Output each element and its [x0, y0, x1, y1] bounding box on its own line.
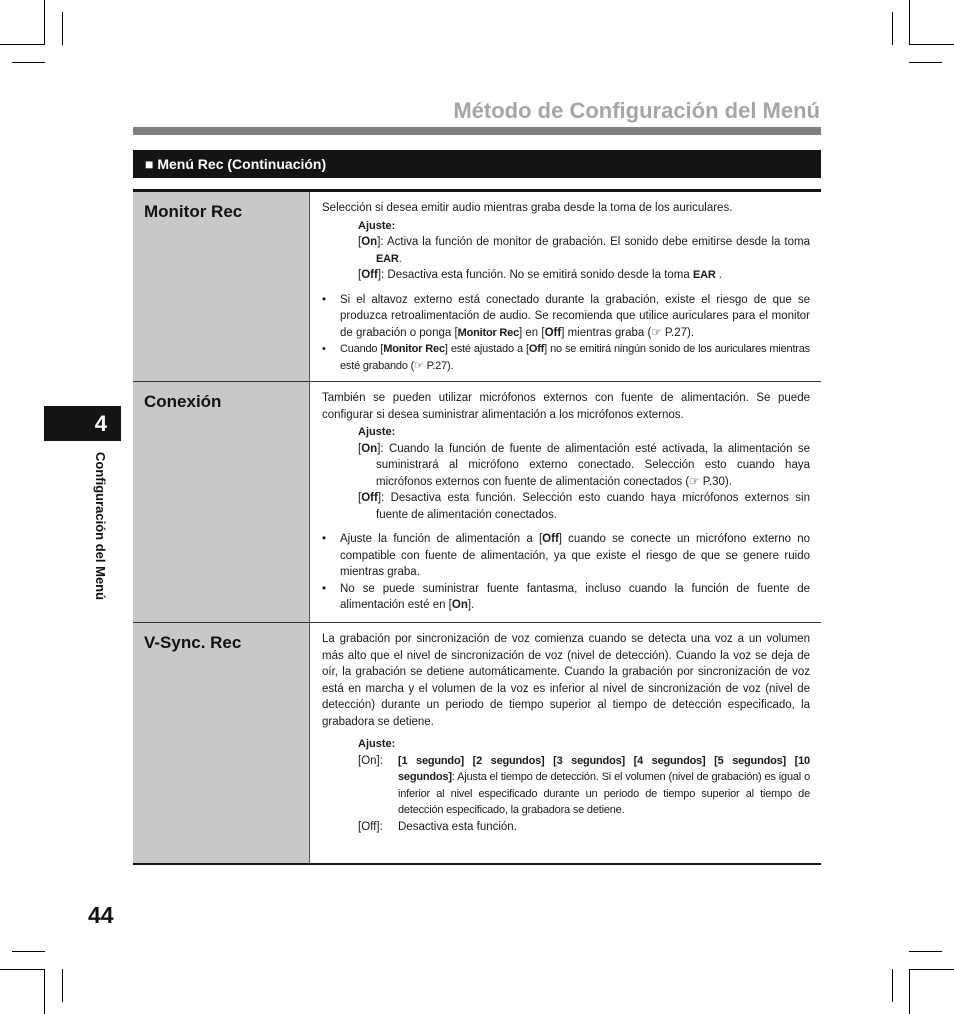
square-bullet: ■ [145, 156, 154, 172]
list-item: • Si el altavoz externo está conectado durante la grabación, existe el riesgo de que se produzca retroalimentación de audio. Se recomienda que utilice auriculares para el monitor de grabación o ponga [Monitor Rec] en [Off] mientras graba (☞ P.27). [322, 293, 810, 339]
table-row [133, 382, 821, 623]
list-item: • No se puede suministrar fuente fantasma, incluso cuando la función de fuente de alimentación esté en [On]. [322, 582, 810, 611]
ajuste-label: Ajuste: [358, 219, 396, 232]
option-off: [Off]: Desactiva esta función. No se emitirá sonido desde la toma EAR . [358, 269, 722, 281]
row-content [310, 192, 821, 381]
option-off: [Off]: Desactiva esta función. Selección esto cuando haya micrófonos externos sin fuente de alimentación conectados. [358, 492, 810, 521]
list-item: • Cuando [Monitor Rec] esté ajustado a [Off] no se emitirá ningún sonido de los auriculares mientras esté grabando (☞ P.27). [322, 343, 810, 372]
option-on: [On]: Activa la función de monitor de grabación. El sonido debe emitirse desde la toma EAR. [358, 236, 810, 265]
ajuste-label: Ajuste: [358, 738, 396, 750]
page-header-title: Método de Configuración del Menú [453, 98, 820, 123]
row-intro: También se pueden utilizar micrófonos externos con fuente de alimentación. Se puede configurar si desea suministrar alimentación a los micrófonos externos. [322, 392, 810, 421]
row-label: Conexión [133, 382, 310, 622]
row-intro: La grabación por sincronización de voz comienza cuando se detecta una voz a un volumen más alto que el nivel de sincronización de voz (nivel de detección). Cuando la voz se deja de oír, la grabación se detiene automáticamente. Cuando la grabación por sincronización de voz está en marcha y el volumen de la voz es inferior al nivel de sincronización de voz (nivel de detección) durante un periodo de tiempo superior al tiempo de detección especificado, la grabadora se detiene. [322, 633, 810, 728]
crop-mark [909, 951, 942, 952]
row-intro: Selección si desea emitir audio mientras graba desde la toma de los auriculares. [322, 202, 733, 214]
option-on: [On]: Cuando la función de fuente de alimentación esté activada, la alimentación se suministrará al micrófono externo conectado. Selección esto cuando haya micrófonos externos con fuente de alimentación conectados (☞ P.30). [358, 442, 810, 488]
crop-mark [909, 969, 910, 1014]
crop-mark [12, 62, 45, 63]
crop-mark [892, 969, 893, 1002]
settings-table [133, 192, 821, 865]
table-row [133, 623, 821, 865]
section-heading [133, 150, 821, 178]
ajuste-label: Ajuste: [358, 426, 396, 438]
page-number: 44 [88, 902, 114, 928]
row-label: Monitor Rec [133, 192, 310, 381]
row-content [310, 623, 821, 863]
crop-mark [12, 951, 45, 952]
chapter-side-label: Configuración del Menú [93, 452, 108, 601]
crop-mark [44, 969, 45, 1014]
table-row [133, 192, 821, 382]
crop-mark [62, 12, 63, 45]
row-content [310, 382, 821, 622]
header-rule [133, 127, 821, 135]
crop-mark [909, 0, 910, 45]
notes-list [322, 531, 810, 614]
row-label: V-Sync. Rec [133, 623, 310, 863]
crop-mark [909, 44, 954, 45]
option-off: [Off]: Desactiva esta función. [358, 820, 517, 833]
section-title: Menú Rec (Continuación) [157, 156, 327, 172]
chapter-tab: 4 [44, 406, 121, 441]
notes-list [322, 292, 810, 375]
crop-mark [0, 969, 45, 970]
crop-mark [909, 62, 942, 63]
crop-mark [44, 0, 45, 45]
crop-mark [0, 44, 45, 45]
crop-mark [892, 12, 893, 45]
crop-mark [909, 969, 954, 970]
list-item: • Ajuste la función de alimentación a [Off] cuando se conecte un micrófono externo no compatible con fuente de alimentación, ya que existe el riesgo de que se genere ruido mientras graba. [322, 533, 810, 578]
option-on: [On]: [1 segundo] [2 segundos] [3 segundos] [4 segundos] [5 segundos] [10 segundos]: Ajusta el tiempo de detección. Si el volumen (nivel de grabación) es igual o inferior al nivel especificado durante un periodo de tiempo superior al tiempo de detección especificado, la grabadora se detiene. [358, 754, 810, 816]
crop-mark [62, 969, 63, 1002]
